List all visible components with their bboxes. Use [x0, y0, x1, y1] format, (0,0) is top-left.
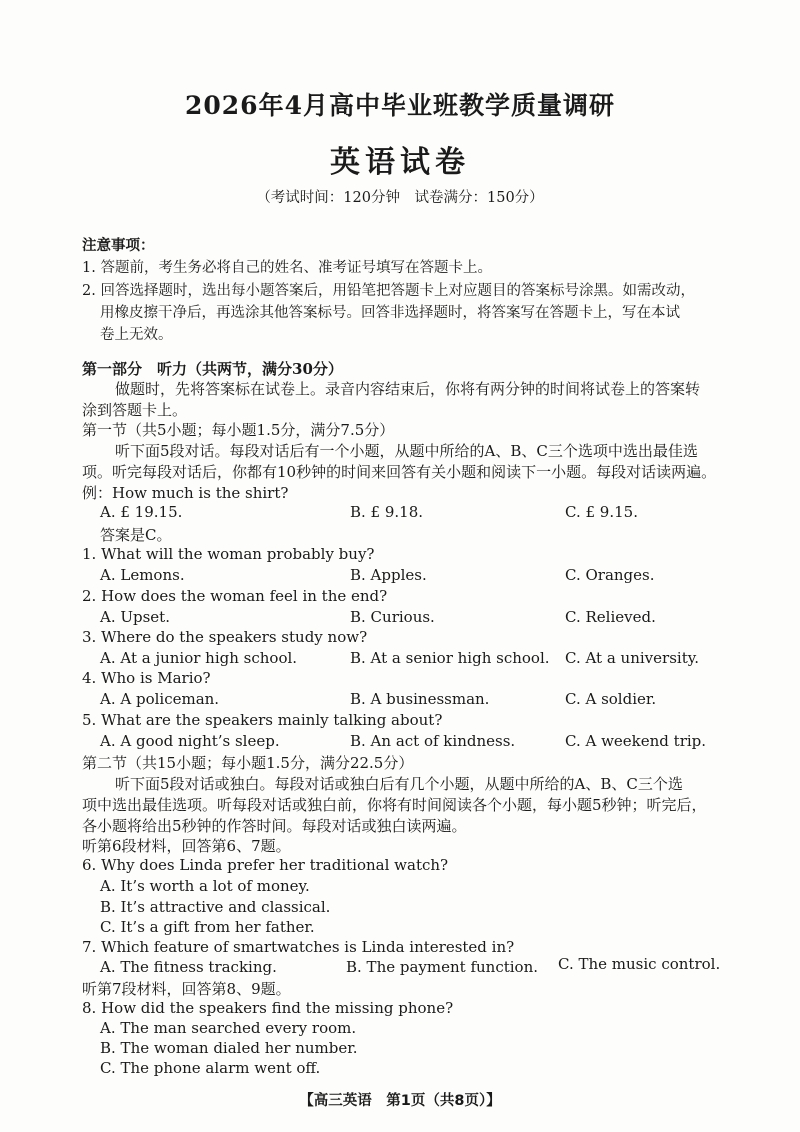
- question-3-option-a: A. At a junior high school.: [100, 649, 298, 667]
- question-4-option-b: B. A businessman.: [350, 690, 490, 708]
- notes-item-2-line-3: 卷上无效。: [100, 327, 173, 343]
- question-7-option-b: B. The payment function.: [346, 958, 539, 976]
- exam-title: 2026年4月高中毕业班教学质量调研: [185, 91, 615, 120]
- question-6-option-b: B. It’s attractive and classical.: [100, 898, 331, 916]
- section2-intro-line-3: 各小题将给出5秒钟的作答时间。每段对话或独白读两遍。: [82, 817, 467, 835]
- example-answer: 答案是C。: [100, 526, 172, 544]
- part1-heading: 第一部分 听力（共两节，满分30分）: [82, 360, 343, 378]
- part1-intro-line-2: 涂到答题卡上。: [82, 401, 188, 419]
- section1-intro-line-1: 听下面5段对话。每段对话后有一个小题，从题中所给的A、B、C三个选项中选出最佳选: [115, 442, 698, 460]
- material-7-instruction: 听第7段材料，回答第8、9题。: [82, 980, 291, 998]
- question-5-option-a: A. A good night’s sleep.: [100, 732, 280, 750]
- part1-intro-line-1: 做题时，先将答案标在试卷上。录音内容结束后，你将有两分钟的时间将试卷上的答案转: [115, 380, 701, 398]
- question-6-option-c: C. It’s a gift from her father.: [100, 918, 315, 936]
- question-5-option-c: C. A weekend trip.: [565, 732, 707, 750]
- question-2-option-b: B. Curious.: [350, 608, 435, 626]
- example-option-c: C. £ 9.15.: [565, 503, 638, 521]
- question-8: 8. How did the speakers find the missing phone?: [82, 999, 454, 1017]
- question-8-option-b: B. The woman dialed her number.: [100, 1039, 358, 1057]
- example-question: 例：How much is the shirt?: [82, 484, 289, 502]
- section2-intro-line-1: 听下面5段对话或独白。每段对话或独白后有几个小题，从题中所给的A、B、C三个选: [115, 775, 683, 793]
- subject-title: 英语试卷: [330, 145, 470, 180]
- question-1-option-a: A. Lemons.: [100, 566, 185, 584]
- example-option-b: B. £ 9.18.: [350, 503, 424, 521]
- question-5-option-b: B. An act of kindness.: [350, 732, 516, 750]
- section2-heading: 第二节（共15小题；每小题1.5分，满分22.5分）: [82, 754, 414, 772]
- question-4-option-c: C. A soldier.: [565, 690, 657, 708]
- question-5: 5. What are the speakers mainly talking about?: [82, 711, 443, 729]
- question-3-option-c: C. At a university.: [565, 649, 699, 667]
- question-1-option-b: B. Apples.: [350, 566, 427, 584]
- section1-intro-line-2: 项。听完每段对话后，你都有10秒钟的时间来回答有关小题和阅读下一小题。每段对话读两遍。: [82, 463, 717, 481]
- question-7-option-a: A. The fitness tracking.: [100, 958, 277, 976]
- question-1: 1. What will the woman probably buy?: [82, 545, 375, 563]
- question-4-option-a: A. A policeman.: [100, 690, 220, 708]
- question-2-option-c: C. Relieved.: [565, 608, 656, 626]
- question-2-option-a: A. Upset.: [100, 608, 170, 626]
- question-3-option-b: B. At a senior high school.: [350, 649, 550, 667]
- question-8-option-c: C. The phone alarm went off.: [100, 1059, 321, 1077]
- section2-intro-line-2: 项中选出最佳选项。听每段对话或独白前，你将有时间阅读各个小题，每小题5秒钟；听完后，: [82, 796, 707, 814]
- material-6-instruction: 听第6段材料，回答第6、7题。: [82, 837, 291, 855]
- example-option-a: A. £ 19.15.: [100, 503, 183, 521]
- section1-heading: 第一节（共5小题；每小题1.5分，满分7.5分）: [82, 421, 395, 439]
- question-7: 7. Which feature of smartwatches is Linda interested in?: [82, 938, 515, 956]
- notes-item-1: 1. 答题前，考生务必将自己的姓名、准考证号填写在答题卡上。: [82, 260, 492, 276]
- question-3: 3. Where do the speakers study now?: [82, 628, 368, 646]
- question-4: 4. Who is Mario?: [82, 669, 211, 687]
- question-6-option-a: A. It’s worth a lot of money.: [100, 877, 310, 895]
- question-7-option-c: C. The music control.: [558, 955, 721, 973]
- question-1-option-c: C. Oranges.: [565, 566, 655, 584]
- exam-info: （考试时间：120分钟 试卷满分：150分）: [256, 190, 544, 206]
- question-2: 2. How does the woman feel in the end?: [82, 587, 388, 605]
- notes-heading: 注意事项：: [82, 237, 155, 254]
- notes-item-2-line-2: 用橡皮擦干净后，再选涂其他答案标号。回答非选择题时，将答案写在答题卡上，写在本试: [100, 305, 680, 321]
- page-footer: 【高三英语 第1页（共8页）】: [299, 1093, 501, 1109]
- notes-item-2-line-1: 2. 回答选择题时，选出每小题答案后，用铅笔把答题卡上对应题目的答案标号涂黑。如需改动，: [82, 283, 695, 299]
- question-8-option-a: A. The man searched every room.: [100, 1019, 357, 1037]
- question-6: 6. Why does Linda prefer her traditional watch?: [82, 856, 449, 874]
